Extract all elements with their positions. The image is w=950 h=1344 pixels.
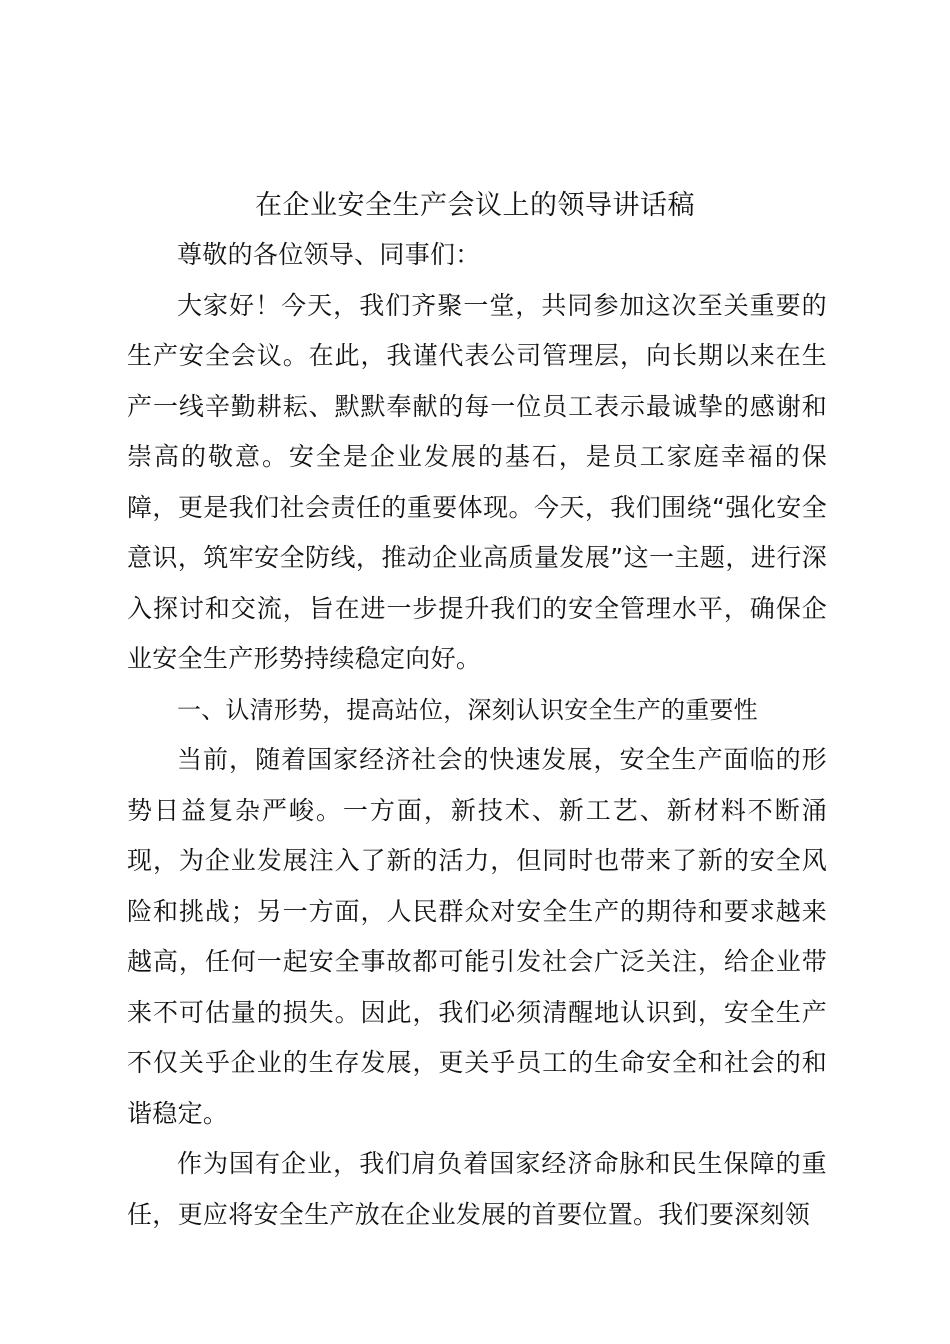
section-1-paragraph-1: 当前，随着国家经济社会的快速发展，安全生产面临的形势日益复杂严峻。一方面，新技术、新工艺、新材料不断涌现，为企业发展注入了新的活力，但同时也带来了新的安全风险和挑战；另一方面，人民群众对安全生产的期待和要求越来越高，任何一起安全事故都可能引发社会广泛关注，给企业带来不可估量的损失。因此，我们必须清醒地认识到，安全生产不仅关乎企业的生存发展，更关乎员工的生命安全和社会的和谐稳定。	[127, 745, 827, 1128]
salutation: 尊敬的各位领导、同事们：	[177, 240, 481, 269]
section-1-paragraph-2: 作为国有企业，我们肩负着国家经济命脉和民生保障的重任，更应将安全生产放在企业发展的首要位置。我们要深刻领	[127, 1149, 827, 1229]
opening-paragraph: 大家好！今天，我们齐聚一堂，共同参加这次至关重要的生产安全会议。在此，我谨代表公司管理层，向长期以来在生产一线辛勤耕耘、默默奉献的每一位员工表示最诚挚的感谢和崇高的敬意。安全是企业发展的基石，是员工家庭幸福的保障，更是我们社会责任的重要体现。今天，我们围绕“强化安全意识，筑牢安全防线，推动企业高质量发展”这一主题，进行深入探讨和交流，旨在进一步提升我们的安全管理水平，确保企业安全生产形势持续稳定向好。	[127, 290, 827, 673]
section-heading-1: 一、认清形势，提高站位，深刻认识安全生产的重要性	[177, 695, 758, 724]
document-body	[127, 230, 827, 1240]
document-title: 在企业安全生产会议上的领导讲话稿	[255, 190, 695, 221]
